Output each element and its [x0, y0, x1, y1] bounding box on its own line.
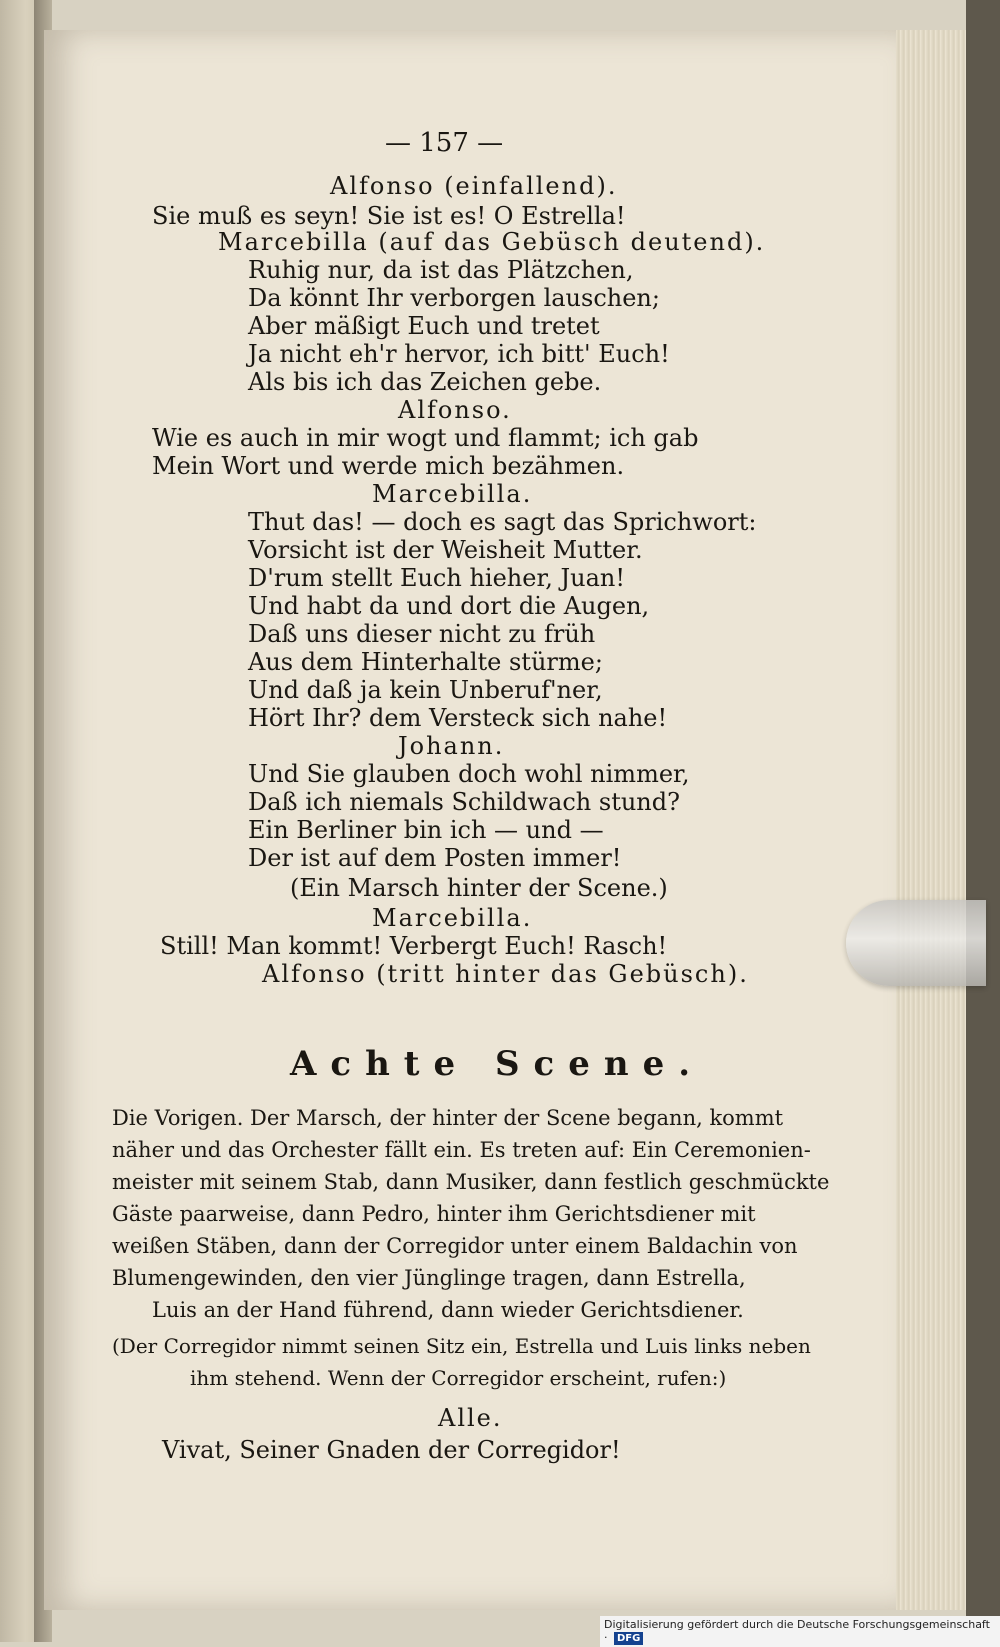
verse-line: Als bis ich das Zeichen gebe.: [248, 368, 602, 396]
scene-heading: Achte Scene.: [290, 1044, 705, 1084]
stage-direction-line: (Der Corregidor nimmt seinen Sitz ein, Estrella und Luis links neben: [112, 1334, 811, 1358]
verse-line: Still! Man kommt! Verbergt Euch! Rasch!: [160, 932, 668, 960]
verse-line: Ein Berliner bin ich — und —: [248, 816, 604, 844]
stage-direction-line: ihm stehend. Wenn der Corregidor erscheint, rufen:): [190, 1366, 727, 1390]
stage-paragraph-line: Die Vorigen. Der Marsch, der hinter der Scene begann, kommt: [112, 1106, 784, 1130]
speaker-marcebilla: Marcebilla (auf das Gebüsch deutend).: [218, 228, 766, 256]
stage-paragraph-line: näher und das Orchester fällt ein. Es treten auf: Ein Ceremonien-: [112, 1138, 811, 1162]
verse-line: Und Sie glauben doch wohl nimmer,: [248, 760, 690, 788]
page-stack-edge: [896, 30, 966, 1610]
verse-line: Hört Ihr? dem Versteck sich nahe!: [248, 704, 668, 732]
verse-line: Sie muß es seyn! Sie ist es! O Estrella!: [152, 202, 626, 230]
speaker-alfonso: Alfonso (einfallend).: [330, 172, 618, 200]
verse-line: Und habt da und dort die Augen,: [248, 592, 650, 620]
page-number: — 157 —: [385, 128, 504, 158]
verse-line: Der ist auf dem Posten immer!: [248, 844, 622, 872]
speaker-marcebilla: Marcebilla.: [372, 480, 533, 508]
verse-line: Vivat, Seiner Gnaden der Corregidor!: [162, 1436, 621, 1464]
digitization-footer: [600, 1616, 1000, 1647]
verse-line: Wie es auch in mir wogt und flammt; ich gab: [152, 424, 699, 452]
dfg-logo: DFG: [614, 1632, 643, 1645]
speaker-johann: Johann.: [398, 732, 505, 760]
stage-direction: (Ein Marsch hinter der Scene.): [290, 874, 668, 902]
speaker-marcebilla: Marcebilla.: [372, 904, 533, 932]
verse-line: Vorsicht ist der Weisheit Mutter.: [248, 536, 643, 564]
speaker-alfonso: Alfonso (tritt hinter das Gebüsch).: [262, 960, 749, 988]
verse-line: Ja nicht eh'r hervor, ich bitt' Euch!: [248, 340, 670, 368]
verse-line: Aber mäßigt Euch und tretet: [248, 312, 600, 340]
verse-line: Daß ich niemals Schildwach stund?: [248, 788, 680, 816]
verse-line: Da könnt Ihr verborgen lauschen;: [248, 284, 660, 312]
verse-line: Aus dem Hinterhalte stürme;: [248, 648, 603, 676]
stage-paragraph-line: Blumengewinden, den vier Jünglinge tragen, dann Estrella,: [112, 1266, 746, 1290]
stage-paragraph-line: Gäste paarweise, dann Pedro, hinter ihm Gerichtsdiener mit: [112, 1202, 756, 1226]
speaker-alle: Alle.: [438, 1404, 503, 1432]
stage-paragraph-line: weißen Stäben, dann der Corregidor unter einem Baldachin von: [112, 1234, 798, 1258]
verse-line: Daß uns dieser nicht zu früh: [248, 620, 596, 648]
verse-line: Und daß ja kein Unberuf'ner,: [248, 676, 603, 704]
verse-line: Mein Wort und werde mich bezähmen.: [152, 452, 625, 480]
scan-background: [966, 0, 1000, 1642]
verse-line: D'rum stellt Euch hieher, Juan!: [248, 564, 626, 592]
stage-paragraph-line: Luis an der Hand führend, dann wieder Gerichtsdiener.: [152, 1298, 744, 1322]
stage-paragraph-line: meister mit seinem Stab, dann Musiker, dann festlich geschmückte: [112, 1170, 830, 1194]
verse-line: Thut das! — doch es sagt das Sprichwort:: [248, 508, 757, 536]
footer-text: Digitalisierung gefördert durch die Deutsche Forschungsgemeinschaft ·: [604, 1618, 990, 1644]
verse-line: Ruhig nur, da ist das Plätzchen,: [248, 256, 634, 284]
speaker-alfonso: Alfonso.: [398, 396, 512, 424]
page-clip: [846, 900, 986, 986]
